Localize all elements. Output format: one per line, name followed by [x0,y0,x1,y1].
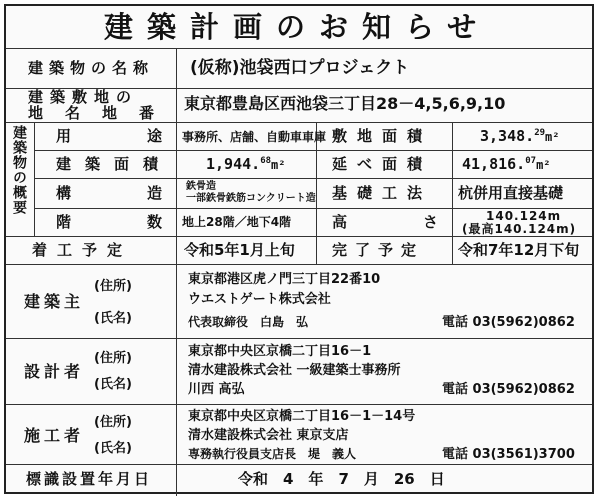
notice-title: 建築計画のお知らせ [104,10,491,44]
owner-label: 建築主 [24,292,85,311]
floors-label: 階 数 [56,213,162,231]
contractor-address-sublabel: (住所) [94,415,132,430]
floor-area-value: 41,816.07m² [462,155,551,173]
structure-label: 構 造 [56,184,162,202]
start-value: 令和5年1月上旬 [184,241,295,259]
structure-value-line2: 一部鉄骨鉄筋コンクリート造 [186,193,316,204]
contractor-address: 東京都中央区京橋二丁目16－1－14号 [188,409,416,424]
site-address-value: 東京都豊島区西池袋三丁目28－4,5,6,9,10 [184,94,506,113]
floor-area-label: 延べ面積 [332,155,433,173]
owner-company: ウエストゲート株式会社 [188,292,331,307]
contractor-representative: 専務執行役員支店長 堤 義人 [188,447,357,461]
site-area-label: 敷地面積 [332,127,433,145]
height-label: 高 さ [332,213,438,231]
foundation-value: 杭併用直接基礎 [458,184,564,202]
use-value: 事務所、店舗、自動車車庫 [182,130,327,144]
building-area-value: 1,944.68m² [206,155,286,173]
completion-value: 令和7年12月下旬 [458,241,580,259]
sign-date-label: 標識設置年月日 [26,470,153,488]
owner-phone: 電話 03(5962)0862 [442,315,575,330]
designer-address: 東京都中央区京橋二丁目16－1 [188,344,372,359]
use-label: 用 途 [56,127,162,145]
contractor-phone: 電話 03(3561)3700 [442,447,575,462]
notice-board [4,4,594,494]
start-label: 着工予定 [32,241,133,259]
owner-address-sublabel: (住所) [94,279,132,294]
owner-name-sublabel: (氏名) [94,311,132,326]
site-label-line1: 建築敷地の [28,88,139,106]
building-overview-label: 建築物の概要 [11,125,27,215]
designer-representative: 川西 高弘 [188,382,245,397]
foundation-label: 基礎工法 [332,184,433,202]
designer-label: 設計者 [24,362,85,381]
floors-value: 地上28階／地下4階 [182,215,292,229]
building-area-label: 建築面積 [56,155,173,173]
contractor-company: 清水建設株式会社 東京支店 [188,428,349,443]
owner-address: 東京都港区虎ノ門三丁目22番10 [188,272,381,287]
site-area-value: 3,348.29m² [480,127,560,145]
site-label-line2: 地名地番 [28,104,177,122]
contractor-name-sublabel: (氏名) [94,441,132,456]
completion-label: 完了予定 [332,241,425,259]
structure-value-line1: 鉄骨造 [186,181,216,192]
building-name-value: (仮称)池袋西口プロジェクト [190,58,410,78]
building-name-label: 建築物の名称 [28,59,155,77]
height-value: 140.124m [486,209,562,223]
designer-phone: 電話 03(5962)0862 [442,382,575,397]
designer-company: 清水建設株式会社 一級建築士事務所 [188,363,401,378]
contractor-label: 施工者 [24,426,85,445]
height-max-value: (最高140.124m) [462,222,577,236]
designer-name-sublabel: (氏名) [94,377,132,392]
designer-address-sublabel: (住所) [94,351,132,366]
owner-representative: 代表取締役 白島 弘 [188,315,309,329]
sign-date-value: 令和 4 年 7 月 26 日 [238,470,445,488]
